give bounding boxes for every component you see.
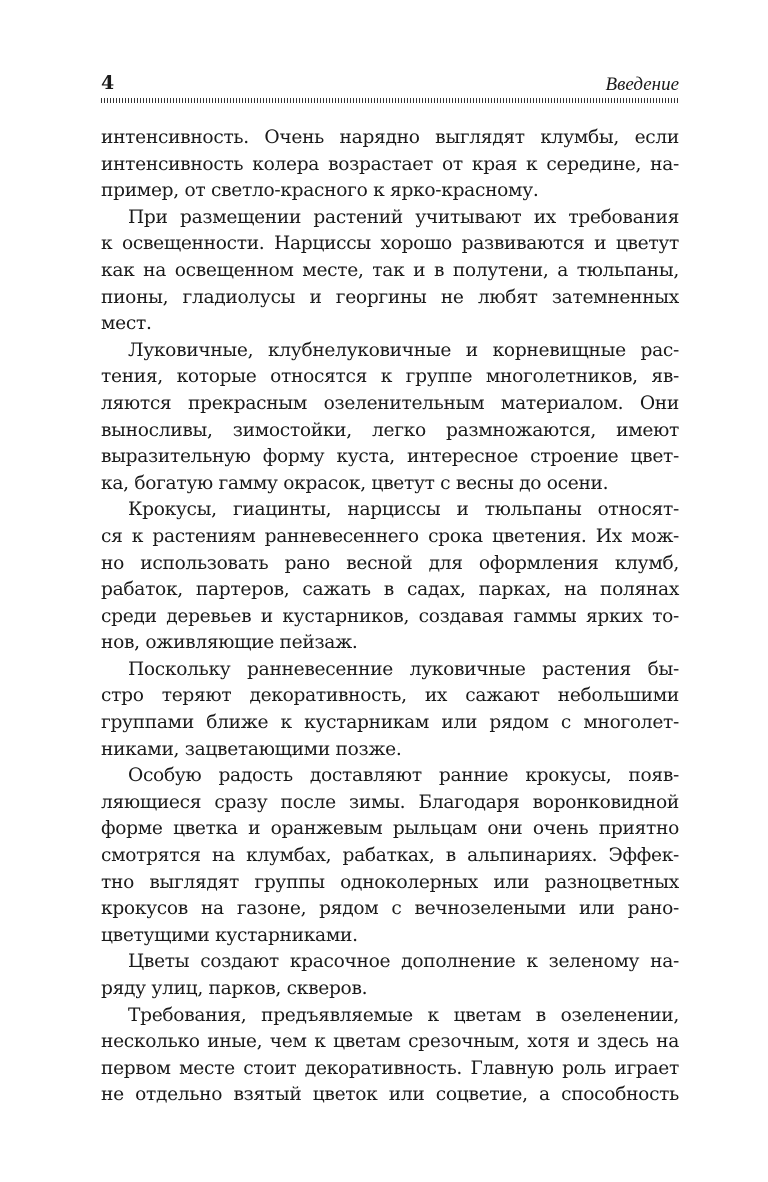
text-line: группами ближе к кустарникам или рядом с многолет- bbox=[101, 712, 679, 734]
text-line: выразительную форму куста, интересное строение цвет- bbox=[101, 446, 679, 468]
text-line: ряду улиц, парков, скверов. bbox=[101, 978, 368, 999]
text-line: смотрятся на клумбах, рабатках, в альпинариях. Эффек- bbox=[101, 845, 679, 867]
paragraph-first-line: При размещении растений учитывают их требования bbox=[128, 206, 679, 228]
text-line: цветущими кустарниками. bbox=[101, 924, 358, 946]
text-line: интенсивность колера возрастает от края к середине, на- bbox=[101, 153, 679, 175]
text-line: крокусов на газоне, рядом с вечнозелеными или рано- bbox=[101, 898, 679, 920]
text-line: нов, оживляющие пейзаж. bbox=[101, 632, 358, 654]
text-line: не отдельно взятый цветок или соцветие, а способность bbox=[101, 1084, 679, 1106]
page-number: 4 bbox=[101, 72, 115, 94]
text-line: к освещенности. Нарциссы хорошо развиваются и цветут bbox=[101, 233, 679, 255]
text-line: тно выглядят группы одноколерных или разноцветных bbox=[101, 871, 679, 893]
paragraph-first-line: Особую радость доставляют ранние крокусы, появ- bbox=[128, 765, 679, 787]
text-line: но использовать рано весной для оформления клумб, bbox=[101, 552, 679, 574]
text-line: форме цветка и оранжевым рыльцам они очень приятно bbox=[101, 818, 679, 840]
text-line: стро теряют декоративность, их сажают небольшими bbox=[101, 685, 679, 707]
text-line: ляющиеся сразу после зимы. Благодаря воронковидной bbox=[101, 791, 679, 813]
text-line: рабаток, партеров, сажать в садах, парках, на полянах bbox=[101, 579, 679, 601]
text-line: ся к растениям ранневесеннего срока цветения. Их мож- bbox=[101, 525, 679, 547]
text-line: первом месте стоит декоративность. Главную роль играет bbox=[101, 1057, 679, 1079]
text-line: тения, которые относятся к группе многолетников, яв- bbox=[101, 366, 679, 388]
text-line: как на освещенном месте, так и в полутени, а тюльпаны, bbox=[101, 259, 679, 281]
text-line: пионы, гладиолусы и георгины не любят затемненных bbox=[101, 286, 679, 308]
page-header bbox=[101, 70, 679, 110]
paragraph-first-line: Цветы создают красочное дополнение к зеленому на- bbox=[128, 951, 679, 973]
running-section-title: Введение bbox=[605, 74, 679, 95]
body-text bbox=[101, 125, 679, 1109]
text-line: пример, от светло-красного к ярко-красному. bbox=[101, 180, 539, 202]
header-rule bbox=[101, 98, 679, 103]
text-line: никами, зацветающими позже. bbox=[101, 738, 402, 760]
text-line: интенсивность. Очень нарядно выглядят клумбы, если bbox=[101, 127, 679, 148]
text-line: несколько иные, чем к цветам срезочным, хотя и здесь на bbox=[101, 1031, 679, 1053]
paragraph-first-line: Крокусы, гиацинты, нарциссы и тюльпаны относят- bbox=[128, 499, 679, 521]
text-line: мест. bbox=[101, 313, 152, 335]
paragraph-first-line: Луковичные, клубнелуковичные и корневищные рас- bbox=[128, 339, 679, 361]
paragraph-first-line: Требования, предъявляемые к цветам в озеленении, bbox=[128, 1004, 679, 1026]
text-line: ка, богатую гамму окрасок, цветут с весны до осени. bbox=[101, 472, 609, 494]
text-line: среди деревьев и кустарников, создавая гаммы ярких то- bbox=[101, 605, 679, 627]
text-line: ляются прекрасным озеленительным материалом. Они bbox=[101, 392, 679, 414]
paragraph-first-line: Поскольку ранневесенние луковичные растения бы- bbox=[128, 658, 679, 680]
text-line: выносливы, зимостойки, легко размножаются, имеют bbox=[101, 419, 679, 441]
